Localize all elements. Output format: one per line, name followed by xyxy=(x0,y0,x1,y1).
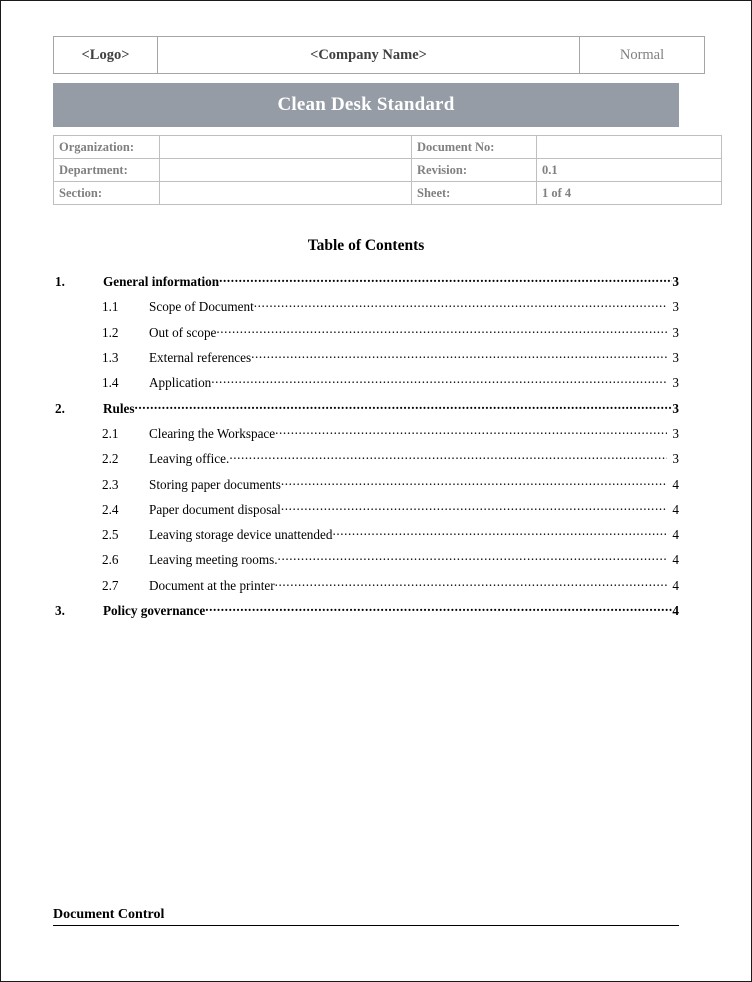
toc-entry-label: Rules xyxy=(103,400,135,416)
header-row xyxy=(54,37,705,74)
toc-leader-dots xyxy=(229,450,667,463)
toc-entry-number: 2.2 xyxy=(102,451,119,467)
toc-entry-label: Document at the printer xyxy=(149,577,275,593)
document-title-banner xyxy=(53,83,679,127)
header-classification-cell: Normal xyxy=(580,37,705,74)
toc-entry[interactable] xyxy=(53,450,679,475)
toc-entry[interactable] xyxy=(53,475,679,500)
toc-entry[interactable] xyxy=(53,374,679,399)
toc-entry[interactable] xyxy=(53,349,679,374)
toc-entry-page-number: 3 xyxy=(672,425,679,441)
toc-entry-number: 3. xyxy=(55,603,65,619)
toc-leader-dots xyxy=(216,324,667,337)
toc-entry-label: Leaving office. xyxy=(149,451,230,467)
toc-leader-dots xyxy=(278,551,668,564)
toc-leader-dots xyxy=(332,526,667,539)
toc-entry-number: 2.1 xyxy=(102,425,119,441)
toc-entry[interactable] xyxy=(53,577,679,602)
table-row xyxy=(54,136,722,159)
document-title: Clean Desk Standard xyxy=(277,94,455,115)
metadata-label-document-no: Document No: xyxy=(412,136,537,159)
toc-entry-page-number: 4 xyxy=(672,552,679,568)
page-content-area xyxy=(53,1,679,982)
toc-entry-number: 2.7 xyxy=(102,577,119,593)
toc-leader-dots xyxy=(211,374,667,387)
toc-entry-label: Policy governance xyxy=(103,603,206,619)
toc-entry[interactable] xyxy=(53,501,679,526)
document-footer xyxy=(53,907,679,926)
toc-leader-dots xyxy=(251,349,667,362)
toc-leader-dots xyxy=(205,602,672,615)
toc-entry[interactable] xyxy=(53,551,679,576)
toc-entry-number: 2.4 xyxy=(102,501,119,517)
metadata-value-organization xyxy=(160,136,412,159)
toc-entry-number: 1.3 xyxy=(102,350,119,366)
toc-entry-label: Out of scope xyxy=(149,324,217,340)
metadata-label-department: Department: xyxy=(54,159,160,182)
toc-entry[interactable] xyxy=(53,273,679,298)
toc-entry-page-number: 4 xyxy=(672,476,679,492)
table-of-contents-list xyxy=(53,273,679,627)
header-logo-cell: <Logo> xyxy=(54,37,158,74)
metadata-value-department xyxy=(160,159,412,182)
toc-leader-dots xyxy=(275,425,667,438)
toc-entry-page-number: 3 xyxy=(672,400,679,416)
toc-entry-page-number: 4 xyxy=(672,603,679,619)
toc-entry-number: 1. xyxy=(55,274,65,290)
metadata-label-organization: Organization: xyxy=(54,136,160,159)
toc-entry[interactable] xyxy=(53,526,679,551)
metadata-label-sheet: Sheet: xyxy=(412,182,537,205)
toc-entry-label: Leaving meeting rooms. xyxy=(149,552,278,568)
toc-entry-label: Application xyxy=(149,375,212,391)
metadata-label-revision: Revision: xyxy=(412,159,537,182)
toc-entry-page-number: 3 xyxy=(672,350,679,366)
table-row xyxy=(54,159,722,182)
toc-entry-label: External references xyxy=(149,350,252,366)
toc-entry-page-number: 4 xyxy=(672,501,679,517)
toc-entry-number: 1.1 xyxy=(102,299,119,315)
toc-entry-number: 2.3 xyxy=(102,476,119,492)
footer-divider xyxy=(53,925,679,926)
toc-entry-label: Paper document disposal xyxy=(149,501,281,517)
metadata-value-sheet: 1 of 4 xyxy=(537,182,722,205)
metadata-value-revision: 0.1 xyxy=(537,159,722,182)
toc-entry[interactable] xyxy=(53,324,679,349)
header-company-name-cell: <Company Name> xyxy=(158,37,580,74)
footer-title: Document Control xyxy=(53,907,165,922)
metadata-label-section: Section: xyxy=(54,182,160,205)
toc-leader-dots xyxy=(254,298,668,311)
table-of-contents-heading: Table of Contents xyxy=(307,237,425,254)
toc-entry-page-number: 4 xyxy=(672,577,679,593)
toc-entry[interactable] xyxy=(53,399,679,424)
metadata-value-document-no xyxy=(537,136,722,159)
toc-entry-page-number: 3 xyxy=(672,324,679,340)
toc-leader-dots xyxy=(281,475,668,488)
document-metadata-table xyxy=(53,135,722,205)
toc-entry[interactable] xyxy=(53,425,679,450)
toc-entry-page-number: 3 xyxy=(672,375,679,391)
toc-entry-number: 1.4 xyxy=(102,375,119,391)
toc-entry[interactable] xyxy=(53,298,679,323)
toc-entry-page-number: 3 xyxy=(672,451,679,467)
toc-entry[interactable] xyxy=(53,602,679,627)
toc-entry-page-number: 4 xyxy=(672,527,679,543)
toc-entry-number: 2. xyxy=(55,400,65,416)
toc-entry-label: Scope of Document xyxy=(149,299,254,315)
table-row xyxy=(54,182,722,205)
metadata-value-section xyxy=(160,182,412,205)
toc-entry-page-number: 3 xyxy=(672,299,679,315)
toc-entry-page-number: 3 xyxy=(672,274,679,290)
toc-entry-number: 2.5 xyxy=(102,527,119,543)
document-header-table xyxy=(53,36,705,74)
toc-leader-dots xyxy=(135,399,673,412)
toc-leader-dots xyxy=(281,501,668,514)
toc-entry-number: 1.2 xyxy=(102,324,119,340)
toc-leader-dots xyxy=(219,273,672,286)
toc-entry-number: 2.6 xyxy=(102,552,119,568)
toc-entry-label: Leaving storage device unattended xyxy=(149,527,333,543)
toc-entry-label: Clearing the Workspace xyxy=(149,425,276,441)
toc-entry-label: Storing paper documents xyxy=(149,476,281,492)
toc-entry-label: General information xyxy=(103,274,220,290)
toc-leader-dots xyxy=(275,577,668,590)
